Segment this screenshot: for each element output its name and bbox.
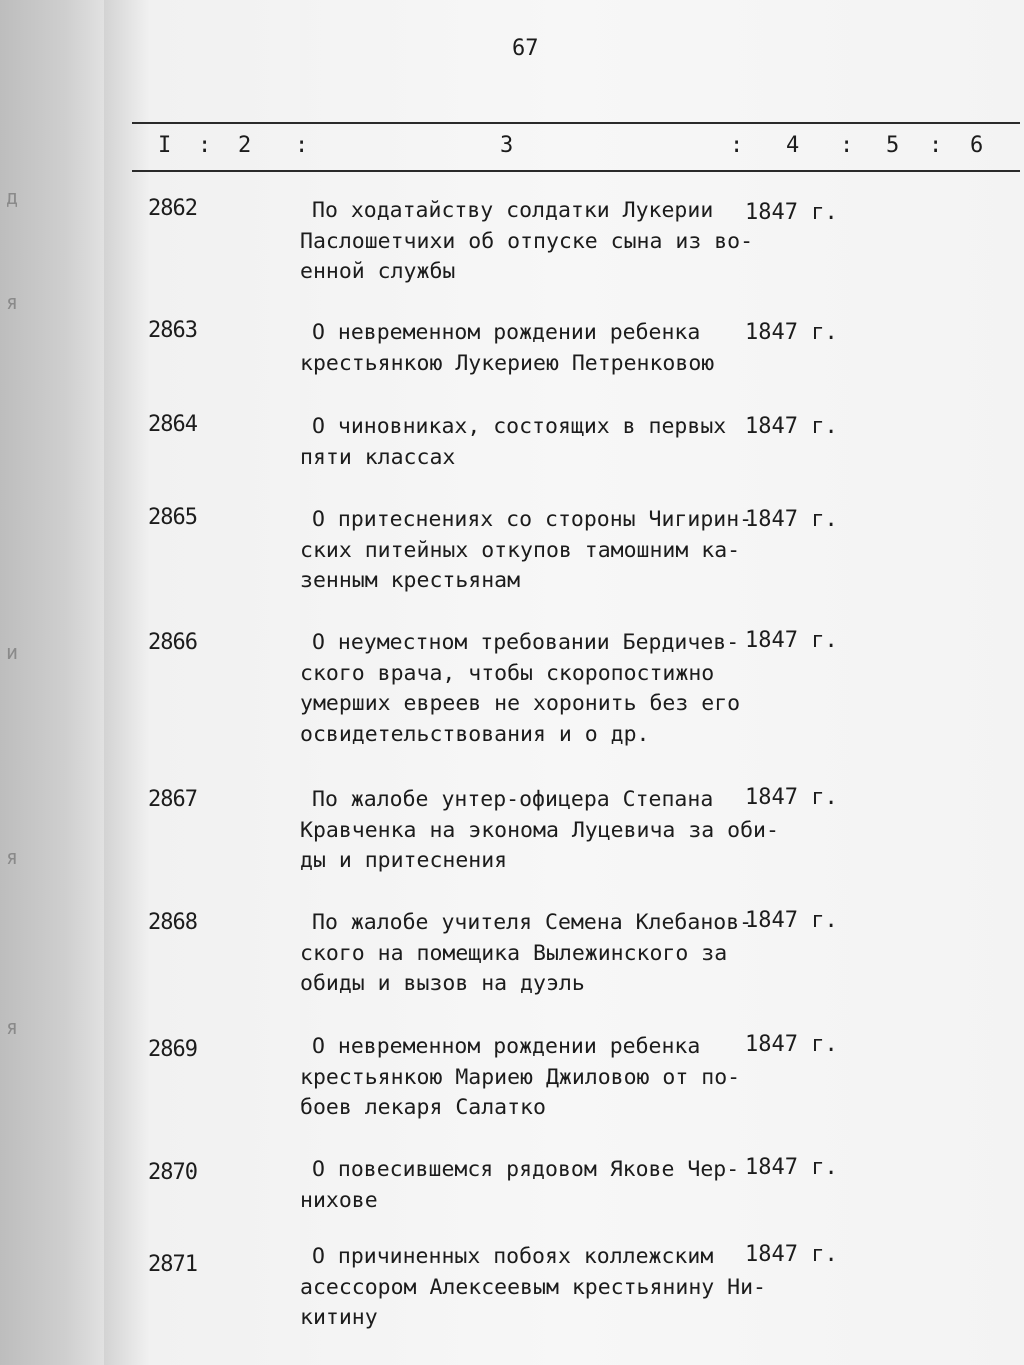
- column-header-4: 4: [786, 133, 800, 158]
- record-title-line: крестьянкою Лукериею Петренковою: [300, 350, 715, 376]
- record-title-line: асессором Алексеевым крестьянину Ни-: [300, 1274, 766, 1300]
- record-title: [300, 908, 753, 1000]
- record-number: 2869: [148, 1037, 197, 1062]
- record-title-line: По жалобе унтер-офицера Степана: [312, 787, 714, 812]
- column-separator: :: [730, 133, 744, 158]
- table-header-rule: [132, 170, 1020, 172]
- record-year: 1847 г.: [745, 320, 838, 345]
- record-year: 1847 г.: [745, 1242, 838, 1267]
- record-year: 1847 г.: [745, 908, 838, 933]
- record-title-line: енной службы: [300, 259, 456, 284]
- record-title-line: По жалобе учителя Семена Клебанов-: [312, 910, 753, 935]
- record-title-line: О повесившемся рядовом Якове Чер-: [312, 1157, 740, 1182]
- column-separator: :: [840, 133, 854, 158]
- record-title: [300, 1242, 766, 1334]
- record-title-line: боев лекаря Салатко: [300, 1095, 546, 1120]
- record-title-line: О невременном рождении ребенка: [312, 320, 701, 345]
- column-separator: :: [929, 133, 943, 158]
- record-title: [300, 1032, 750, 1124]
- record-title-line: умерших евреев не хоронить без его: [300, 691, 741, 716]
- record-title-line: ского врача, чтобы скоропостижно: [300, 660, 715, 686]
- record-title-line: ского на помещика Вылежинского за: [300, 940, 728, 966]
- column-header-5: 5: [886, 133, 900, 158]
- record-number: 2865: [148, 505, 197, 530]
- record-number: 2863: [148, 318, 197, 343]
- record-number: 2867: [148, 787, 197, 812]
- record-title-line: обиды и вызов на дуэль: [300, 971, 585, 996]
- record-title-line: Паслошетчихи об отпуске сына из во-: [300, 228, 754, 254]
- record-title-line: О неуместном требовании Бердичев-: [312, 630, 740, 655]
- record-title: [300, 1155, 750, 1216]
- record-title-line: освидетельствования и о др.: [300, 721, 650, 747]
- record-title-line: пяти классах: [300, 444, 456, 470]
- record-year: 1847 г.: [745, 414, 838, 439]
- page-number: 67: [512, 36, 539, 61]
- record-year: 1847 г.: [745, 507, 838, 532]
- column-header-3: 3: [500, 133, 514, 158]
- previous-page-edge: д я и я я: [0, 0, 120, 1365]
- record-number: 2871: [148, 1252, 197, 1277]
- record-number: 2862: [148, 196, 197, 221]
- record-title-line: По ходатайству солдатки Лукерии: [312, 198, 714, 223]
- record-title: [300, 318, 750, 379]
- record-year: 1847 г.: [745, 785, 838, 810]
- record-title-line: крестьянкою Мариею Джиловою от по-: [300, 1064, 741, 1090]
- record-title: [300, 785, 779, 877]
- column-header-1: I: [158, 133, 172, 158]
- column-header-6: 6: [970, 133, 984, 158]
- record-number: 2866: [148, 630, 197, 655]
- record-title-line: О причиненных побоях коллежским: [312, 1244, 714, 1269]
- record-title-line: зенным крестьянам: [300, 568, 521, 593]
- record-number: 2864: [148, 412, 197, 437]
- record-title-line: китину: [300, 1305, 378, 1330]
- record-year: 1847 г.: [745, 628, 838, 653]
- record-title: [300, 412, 750, 473]
- record-year: 1847 г.: [745, 200, 838, 225]
- record-title-line: О притеснениях со стороны Чигирин-: [312, 507, 753, 532]
- record-title: [300, 628, 750, 750]
- record-title-line: ских питейных откупов тамошним ка-: [300, 537, 741, 563]
- record-title: [300, 505, 753, 597]
- record-title-line: О невременном рождении ребенка: [312, 1034, 701, 1059]
- record-title-line: ды и притеснения: [300, 848, 508, 873]
- column-separator: :: [295, 133, 309, 158]
- record-number: 2868: [148, 910, 197, 935]
- record-number: 2870: [148, 1160, 197, 1185]
- record-title: [300, 196, 754, 288]
- record-year: 1847 г.: [745, 1155, 838, 1180]
- record-year: 1847 г.: [745, 1032, 838, 1057]
- record-title-line: нихове: [300, 1187, 378, 1213]
- record-title-line: Кравченка на эконома Луцевича за оби-: [300, 817, 779, 843]
- table-top-rule: [132, 122, 1020, 124]
- record-title-line: О чиновниках, состоящих в первых: [312, 414, 727, 439]
- column-separator: :: [198, 133, 212, 158]
- column-header-2: 2: [238, 133, 252, 158]
